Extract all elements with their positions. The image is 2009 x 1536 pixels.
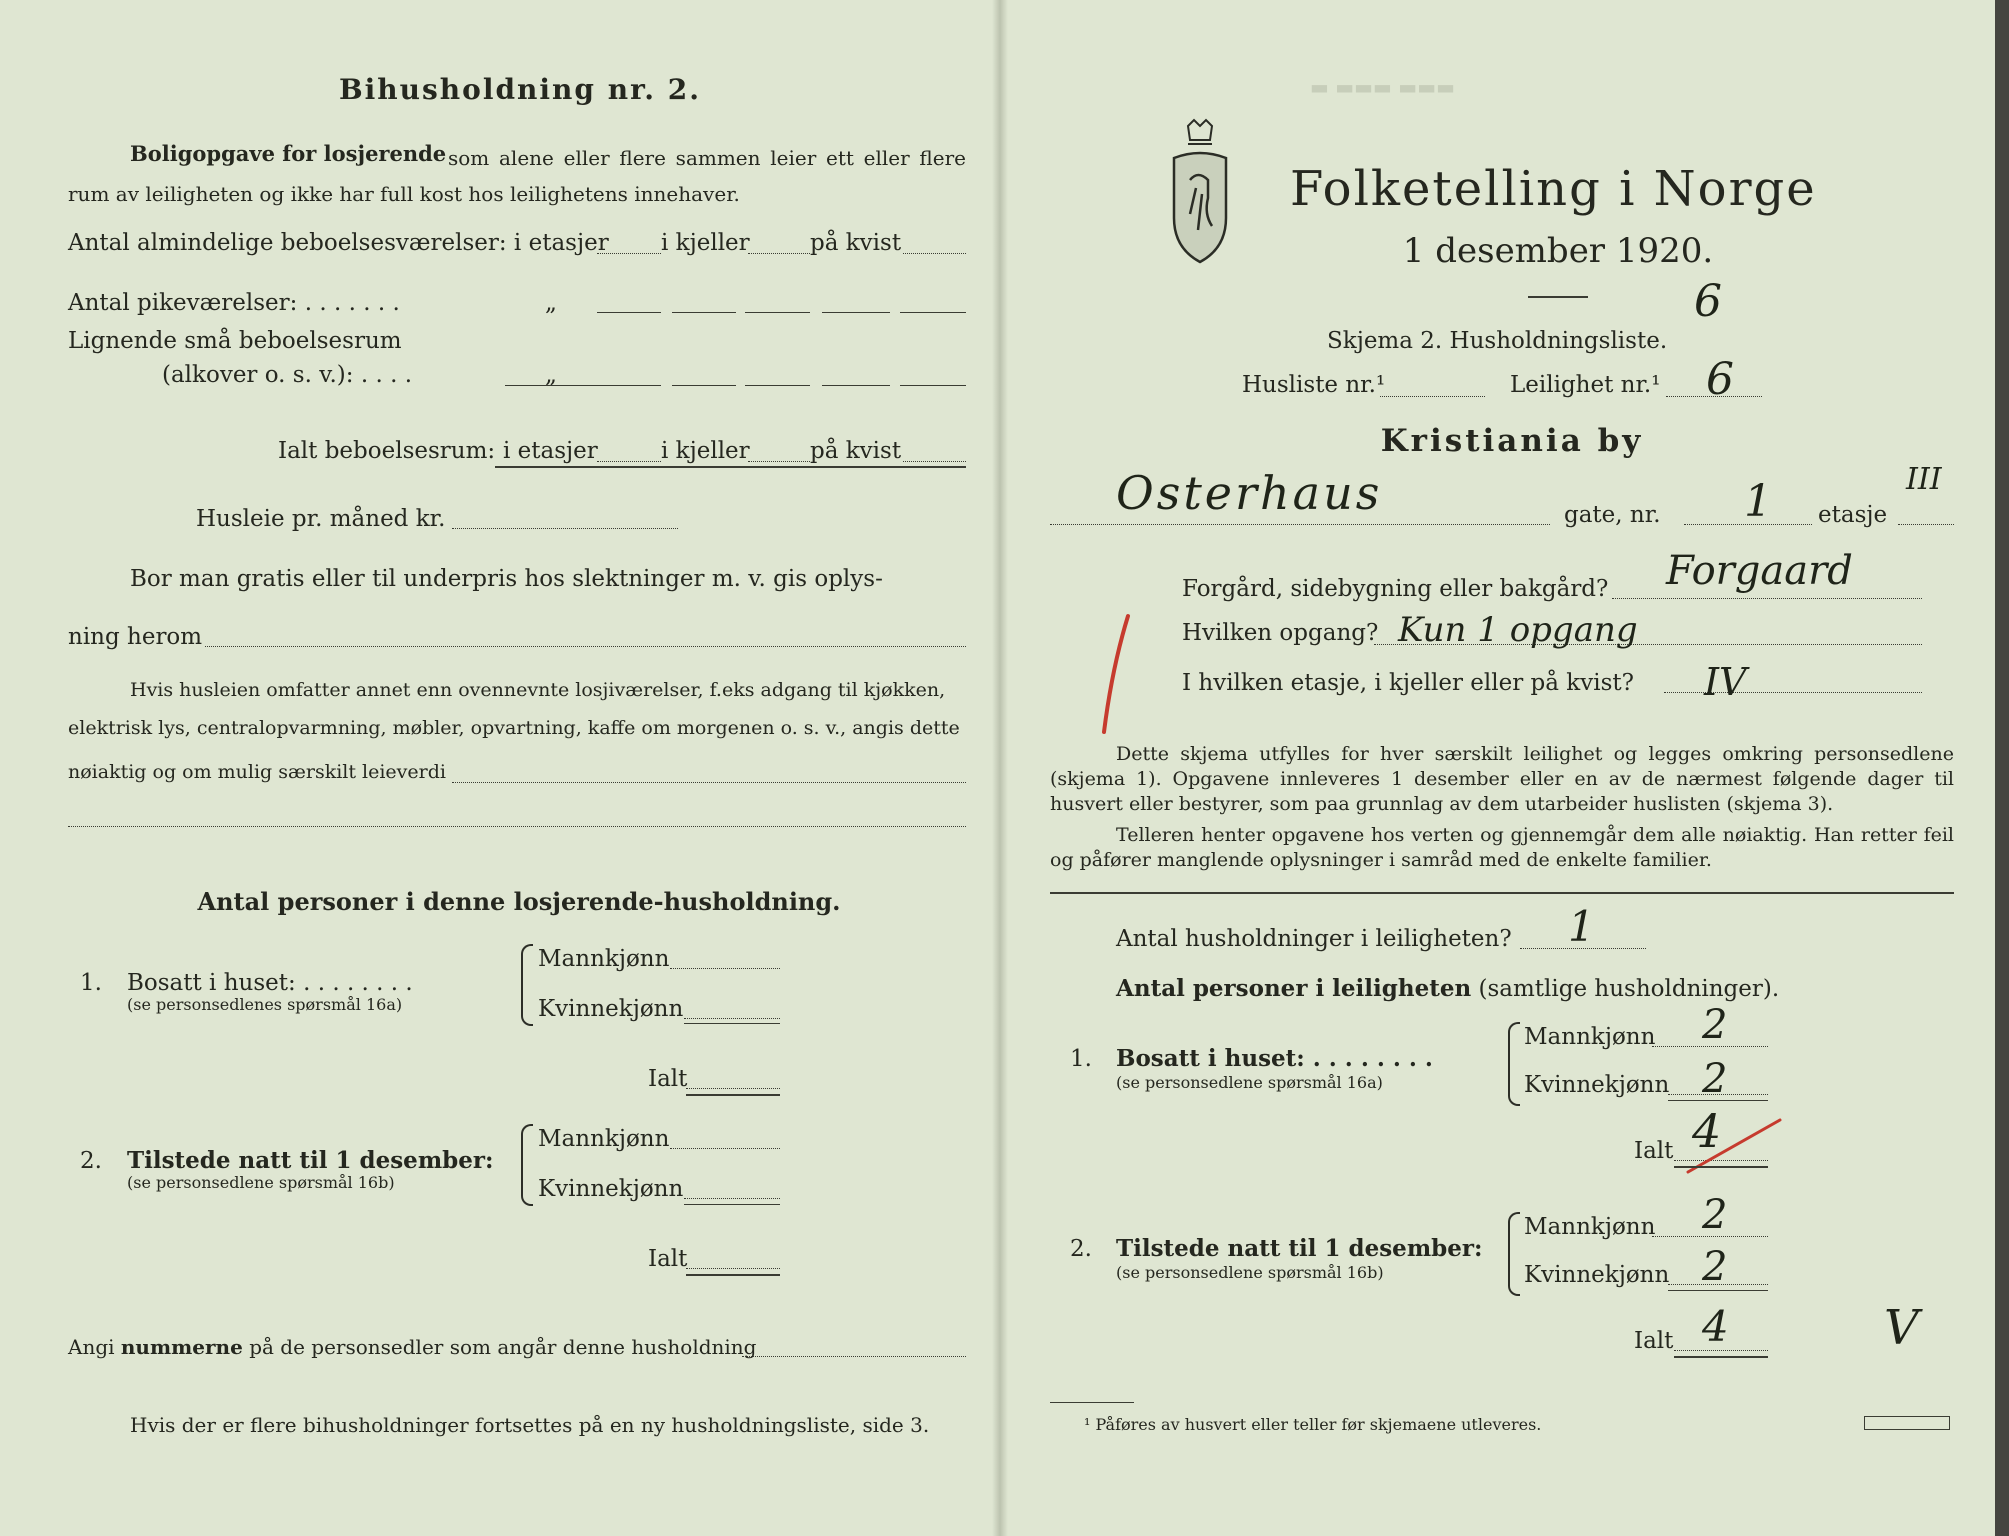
right-date: 1 desember 1920. <box>1402 231 1714 271</box>
right-q2-num: 2. <box>1070 1236 1092 1262</box>
husliste-label: Husliste nr.¹ <box>1242 372 1386 398</box>
angi-line <box>68 1336 756 1359</box>
etasje-field[interactable] <box>1898 524 1954 525</box>
hw-q1-mann: 2 <box>1702 1002 1728 1048</box>
right-q2-brace <box>1508 1212 1520 1296</box>
rooms-row-2-field-d[interactable] <box>822 312 890 313</box>
right-q2-sub: (se personsedlene spørsmål 16b) <box>1116 1263 1384 1282</box>
left-persons-heading: Antal personer i denne losjerende-husholdning. <box>197 887 841 916</box>
opgang-question: Hvilken opgang? <box>1182 620 1379 646</box>
hw-etasje-answer: IV <box>1704 660 1747 704</box>
hw-check-mark: V <box>1884 1300 1919 1356</box>
gratis-line-a: Bor man gratis eller til underpris hos slektninger m. v. gis oplys- <box>130 566 883 592</box>
right-q2-ialt: Ialt <box>1634 1328 1674 1354</box>
right-q1-num: 1. <box>1070 1046 1092 1072</box>
left-q2-sum-line <box>684 1204 780 1205</box>
right-q2-ialt-underline <box>1674 1356 1768 1358</box>
left-q2-kvinne: Kvinnekjønn <box>538 1176 684 1202</box>
right-q2-sum-line <box>1668 1290 1768 1291</box>
households-question: Antal husholdninger i leiligheten? <box>1116 926 1512 952</box>
rooms-row-2-field-e[interactable] <box>900 312 966 313</box>
hw-opgang: Kun 1 opgang <box>1398 610 1638 650</box>
left-q1-num: 1. <box>80 970 102 996</box>
forgaard-question: Forgård, sidebygning eller bakgård? <box>1182 576 1609 602</box>
hw-gate-nr: 1 <box>1744 476 1772 527</box>
footnote: ¹ Påføres av husvert eller teller før skjemaene utleveres. <box>1084 1415 1542 1434</box>
left-q2-brace <box>521 1124 533 1206</box>
left-q2-mann-field[interactable] <box>670 1148 780 1149</box>
left-q1-sub: (se personsedlenes spørsmål 16a) <box>127 995 403 1014</box>
hw-leilighet: 6 <box>1706 354 1734 405</box>
rooms-row-3-label-b: (alkover o. s. v.): . . . . <box>162 362 413 388</box>
rooms-row-3-field-d[interactable] <box>745 385 810 386</box>
ialt-rooms-etasjer: i etasjer <box>503 438 598 464</box>
rooms-row-1-kvist: på kvist <box>810 230 902 256</box>
rooms-row-2-field-a[interactable] <box>597 312 661 313</box>
rooms-row-1-kvist-field[interactable] <box>903 253 966 254</box>
rooms-row-3-field-a[interactable] <box>505 385 597 386</box>
hw-q2-ialt: 4 <box>1702 1302 1729 1351</box>
gratis-line-b: ning herom <box>68 624 203 650</box>
footnote-rule <box>1050 1402 1134 1403</box>
left-q1-brace <box>521 944 533 1026</box>
intro-rest: som alene eller flere sammen leier ett eller flere rum av leiligheten og ikke har full kost hos leilighetens innehaver. <box>68 146 966 206</box>
left-q1-ialt-underline <box>686 1094 780 1096</box>
rooms-row-1-label: Antal almindelige beboelsesværelser: i etasjer <box>68 230 609 256</box>
right-q1-sub: (se personsedlene spørsmål 16a) <box>1116 1073 1383 1092</box>
etasje-label: etasje <box>1818 502 1888 528</box>
city-heading: Kristiania by <box>1380 423 1644 459</box>
coat-of-arms-icon <box>1168 118 1232 266</box>
left-q2-ialt: Ialt <box>648 1246 688 1272</box>
angi-a: Angi <box>68 1335 115 1359</box>
hw-households: 1 <box>1568 902 1595 951</box>
right-q1-sum-line <box>1668 1100 1768 1101</box>
red-pencil-mark-icon <box>1098 612 1134 738</box>
instructions-rule <box>1050 892 1954 894</box>
right-q1-label: Bosatt i huset: . . . . . . . . <box>1116 1045 1433 1072</box>
left-q1-ialt: Ialt <box>648 1066 688 1092</box>
ditto-mark: „ <box>545 362 557 388</box>
persons-heading-bold: Antal personer i leiligheten <box>1116 975 1472 1002</box>
left-q1-kvinne-field[interactable] <box>684 1018 780 1019</box>
rooms-row-3-field-b[interactable] <box>597 385 661 386</box>
ialt-rooms-underline <box>495 466 966 468</box>
left-q1-mann-field[interactable] <box>670 968 780 969</box>
incl-line-b: elektrisk lys, centralopvarmning, møbler, opvartning, kaffe om morgenen o. s. v., angis dette <box>68 717 960 739</box>
left-q2-kvinne-field[interactable] <box>684 1198 780 1199</box>
instruction-2: Telleren henter opgavene hos verten og gjennemgår dem alle nøiaktig. Han retter feil og påfører manglende oplysninger i samråd med de enkelte familier. <box>1050 824 1954 871</box>
hw-street: Osterhaus <box>1116 466 1383 520</box>
left-q1-label: Bosatt i huset: . . . . . . . . <box>127 970 413 996</box>
incl-field[interactable] <box>452 782 966 783</box>
instruction-1: Dette skjema utfylles for hver særskilt leilighet og legges omkring personsedlene (skjema 1). Opgavene innleveres 1 desember eller en av de nærmest følgende dager til husvert eller bestyrer, som paa grunnlag av dem utarbeider huslisten (skjema 3). <box>1050 743 1954 815</box>
hw-forgaard: Forgaard <box>1666 548 1853 594</box>
left-q2-sub: (se personsedlene spørsmål 16b) <box>127 1173 395 1192</box>
angi-c: på de personsedler som angår denne husholdning <box>249 1335 757 1359</box>
angi-field[interactable] <box>742 1356 966 1357</box>
left-q1-mann: Mannkjønn <box>538 946 670 972</box>
incl-field-2[interactable] <box>68 826 966 827</box>
ialt-rooms-kjeller: i kjeller <box>661 438 750 464</box>
rooms-row-1-kjeller: i kjeller <box>661 230 750 256</box>
left-q1-sum-line <box>684 1023 780 1024</box>
ialt-rooms-kvist-field[interactable] <box>903 461 966 462</box>
etasje-answer-field[interactable] <box>1664 692 1922 693</box>
rooms-row-1-etasjer-field[interactable] <box>597 253 661 254</box>
left-q2-mann: Mannkjønn <box>538 1126 670 1152</box>
persons-heading-rest: (samtlige husholdninger). <box>1478 976 1780 1002</box>
right-q1-mann: Mannkjønn <box>1524 1024 1656 1050</box>
right-q2-kvinne: Kvinnekjønn <box>1524 1262 1670 1288</box>
angi-b: nummerne <box>120 1335 243 1359</box>
left-q2-ialt-underline <box>686 1274 780 1276</box>
forgaard-field[interactable] <box>1612 598 1922 599</box>
right-q1-ialt: Ialt <box>1634 1138 1674 1164</box>
intro-bold: Boligopgave for losjerende <box>130 141 447 166</box>
bleed-through: ▬ ▬▬▬ ▬▬▬ <box>1310 75 1455 99</box>
right-q1-kvinne: Kvinnekjønn <box>1524 1072 1670 1098</box>
right-q1-brace <box>1508 1022 1520 1106</box>
scan-edge <box>1995 0 2009 1536</box>
page-fold <box>992 0 1008 1536</box>
rooms-row-2-field-b[interactable] <box>672 312 736 313</box>
left-q1-kvinne: Kvinnekjønn <box>538 996 684 1022</box>
hw-etasje: III <box>1906 462 1942 497</box>
rent-label: Husleie pr. måned kr. <box>196 506 446 532</box>
street-field[interactable] <box>1050 524 1550 525</box>
schema-label: Skjema 2. Husholdningsliste. <box>1327 328 1668 354</box>
hw-top-number: 6 <box>1694 276 1722 327</box>
right-q2-label: Tilstede natt til 1 desember: <box>1116 1235 1483 1262</box>
rooms-row-3-field-f[interactable] <box>900 385 966 386</box>
left-q2-label: Tilstede natt til 1 desember: <box>127 1147 494 1174</box>
gratis-field[interactable] <box>205 646 966 647</box>
ialt-rooms-kvist: på kvist <box>810 438 902 464</box>
rooms-row-3-field-e[interactable] <box>822 385 890 386</box>
title-rule <box>1528 296 1588 298</box>
hw-q1-ialt: 4 <box>1692 1104 1722 1158</box>
printer-stamp <box>1864 1416 1950 1430</box>
right-title: Folketelling i Norge <box>1290 161 1817 217</box>
ialt-rooms-label: Ialt beboelsesrum: <box>278 438 496 464</box>
ialt-rooms-kjeller-field[interactable] <box>748 461 810 462</box>
incl-line-a: Hvis husleien omfatter annet enn ovennevnte losjiværelser, f.eks adgang til kjøkken, <box>130 679 946 701</box>
left-footer: Hvis der er flere bihusholdninger fortsettes på en ny husholdningsliste, side 3. <box>130 1413 930 1437</box>
rooms-row-3-label-a: Lignende små beboelsesrum <box>68 328 402 354</box>
ialt-rooms-etasjer-field[interactable] <box>597 461 661 462</box>
husliste-field[interactable] <box>1380 396 1485 397</box>
rooms-row-1-kjeller-field[interactable] <box>748 253 810 254</box>
left-q2-num: 2. <box>80 1148 102 1174</box>
persons-heading-line <box>1116 976 1779 1002</box>
hw-q1-kvinne: 2 <box>1702 1056 1728 1102</box>
hw-q2-mann: 2 <box>1702 1192 1728 1238</box>
rent-field[interactable] <box>452 528 678 529</box>
rooms-row-3-field-c[interactable] <box>672 385 736 386</box>
etasje-question: I hvilken etasje, i kjeller eller på kvist? <box>1182 670 1634 696</box>
right-q1-ialt-underline <box>1674 1166 1768 1168</box>
ditto-mark: „ <box>545 290 557 316</box>
hw-q2-kvinne: 2 <box>1702 1244 1728 1290</box>
rooms-row-2-field-c[interactable] <box>745 312 810 313</box>
incl-line-c: nøiaktig og om mulig særskilt leieverdi <box>68 761 446 783</box>
left-q1-ialt-field[interactable] <box>686 1088 780 1089</box>
rooms-row-2-label: Antal pikeværelser: . . . . . . . <box>68 290 400 316</box>
left-title: Bihusholdning nr. 2. <box>339 73 701 106</box>
leilighet-label: Leilighet nr.¹ <box>1510 372 1661 398</box>
left-q2-ialt-field[interactable] <box>686 1268 780 1269</box>
right-q2-mann: Mannkjønn <box>1524 1214 1656 1240</box>
gate-label: gate, nr. <box>1564 502 1661 528</box>
